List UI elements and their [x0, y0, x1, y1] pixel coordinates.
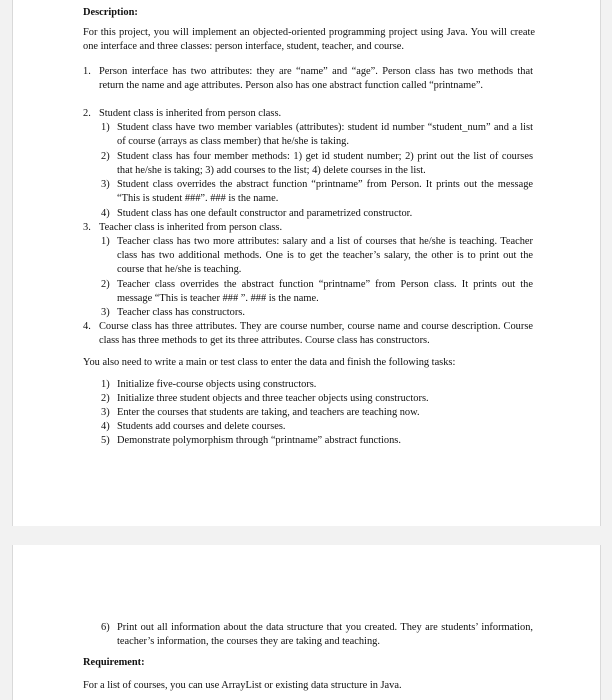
item-1-text: Person interface has two attributes: they are “name” and “age”. Person class has two methods that return the name and age attributes. Person also has one abstract function called “printname”. — [99, 66, 533, 92]
item-2-sub-4-text: Student class has one default constructor and parametrized constructor. — [117, 208, 413, 219]
task-4-text: Students add courses and delete courses. — [117, 421, 286, 432]
item-2-sub-3-number: 3) — [101, 179, 110, 190]
item-3-sub-2-number: 2) — [101, 279, 110, 290]
requirement-heading: Requirement: — [83, 657, 145, 668]
task-1-number: 1) — [101, 379, 110, 390]
task-2-text: Initialize three student objects and three teacher objects using constructors. — [117, 393, 429, 404]
task-5-text: Demonstrate polymorphism through “printname” abstract functions. — [117, 435, 401, 446]
item-3-sub-2-text: Teacher class overrides the abstract function “printname” from Person class. It prints out the message “This is teacher ### ”. ### is the name. — [117, 279, 533, 305]
task-1-text: Initialize five-course objects using constructors. — [117, 379, 317, 390]
item-3-sub-3-number: 3) — [101, 307, 110, 318]
task-4-number: 4) — [101, 421, 110, 432]
tasks-intro: You also need to write a main or test class to enter the data and finish the following tasks: — [83, 357, 456, 368]
item-2-number: 2. — [83, 108, 91, 119]
item-2-sub-2-text: Student class has four member methods: 1) get id student number; 2) print out the list of courses that he/she is taking; 3) add courses to the list; 4) delete courses in the list. — [117, 151, 533, 177]
item-3-sub-3-text: Teacher class has constructors. — [117, 307, 245, 318]
item-2-sub-1-text: Student class have two member variables (attributes): student id number “student_num” and a list of course (arrays as class member) that he/she is taking. — [117, 122, 533, 148]
task-3-text: Enter the courses that students are taking, and teachers are teaching now. — [117, 407, 420, 418]
item-3-number: 3. — [83, 222, 91, 233]
document-page-2 — [12, 545, 601, 700]
task-5-number: 5) — [101, 435, 110, 446]
item-4-text: Course class has three attributes. They are course number, course name and course description. Course class has three methods to get its three attributes. Course class has constructors. — [99, 321, 533, 347]
item-4-number: 4. — [83, 321, 91, 332]
item-1-number: 1. — [83, 66, 91, 77]
task-6-number: 6) — [101, 622, 110, 633]
item-3-sub-1-number: 1) — [101, 236, 110, 247]
item-2-sub-4-number: 4) — [101, 208, 110, 219]
item-2-sub-3-text: Student class overrides the abstract function “printname” from Person. It prints out the message “This is student ###”. ### is the name. — [117, 179, 533, 205]
task-3-number: 3) — [101, 407, 110, 418]
item-3-text: Teacher class is inherited from person class. — [99, 222, 283, 233]
item-2-sub-2-number: 2) — [101, 151, 110, 162]
item-2-text: Student class is inherited from person class. — [99, 108, 282, 119]
task-6-text: Print out all information about the data structure that you created. They are students’ information, teacher’s information, the courses they are taking and teaching. — [117, 622, 533, 648]
item-3-sub-1-text: Teacher class has two more attributes: salary and a list of courses that he/she is teaching. Teacher class has two additional methods. One is to get the teacher’s salary, the other is to print out the course that he/she is teaching. — [117, 236, 533, 276]
description-heading: Description: — [83, 7, 138, 18]
intro-paragraph: For this project, you will implement an objected-oriented programming project using Java. You will create one interface and three classes: person interface, student, teacher, and course. — [83, 27, 535, 53]
task-2-number: 2) — [101, 393, 110, 404]
item-2-sub-1-number: 1) — [101, 122, 110, 133]
requirement-text: For a list of courses, you can use ArrayList or existing data structure in Java. — [83, 680, 402, 691]
document-page-1 — [12, 0, 601, 526]
